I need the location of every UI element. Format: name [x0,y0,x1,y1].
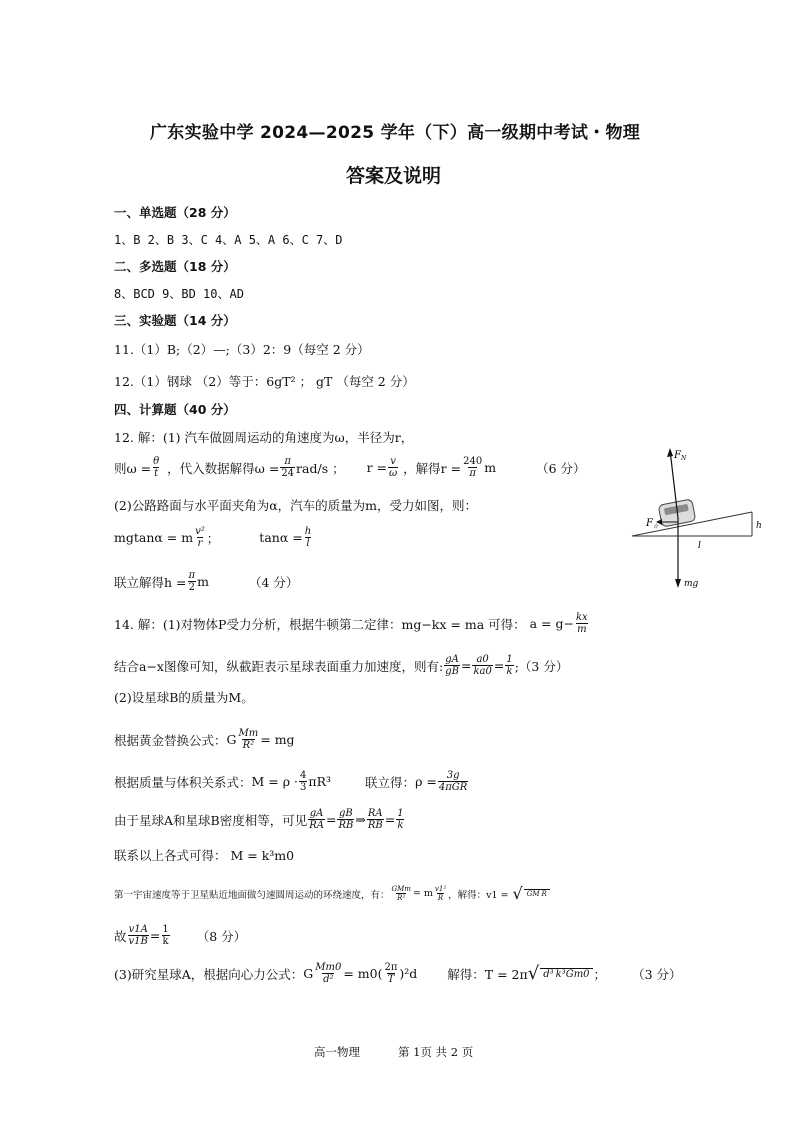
eq-text: ，代入数据解得ω = [167,460,280,476]
eq-text: )²d [399,966,418,981]
frac-den: k [397,820,404,831]
frac-den: v1B [128,936,148,947]
calc-q2-line1 [114,612,590,635]
eq-text: = [384,812,396,827]
fraction [391,885,412,902]
calc-q2-line3: (2)设星球B的质量为M。 [114,690,254,705]
frac-den: π [469,468,476,479]
footer-subject: 高一物理 [314,1045,360,1059]
frac-num: RA [367,808,383,819]
sqrt-icon: √ [527,963,540,984]
frac-den: 4πGR [438,782,468,793]
calc-q1-line5 [114,570,298,593]
calc-q2-line7 [114,846,294,864]
single-choice-answers: 1、B 2、B 3、C 4、A 5、A 6、C 7、D [114,233,343,247]
fraction [161,924,169,947]
eq-text: 联立得： [365,774,416,790]
force-diagram-svg [628,440,768,600]
calc-q1-line1: 12. 解：(1) 汽车做圆周运动的角速度为ω，半径为r， [114,430,414,445]
eq-text: a = g− [529,616,574,631]
eq-text: m [197,574,209,589]
frac-num: 1 [397,808,404,819]
eq-text: 第一宇宙速度等于卫星贴近地面做匀速圆周运动的环绕速度，有： [114,889,390,901]
calc-q2-line6 [114,808,406,831]
fraction [575,612,589,635]
sqrt-icon: √ [512,884,523,903]
frac-den: 3 [300,782,307,793]
eq-text: mgtanα = m [114,530,194,545]
frac-den: r [197,538,203,549]
frac-num: 1 [506,654,513,665]
frac-den: k³Gm0 [555,968,590,980]
eq-text: 联立解得h = [114,574,187,590]
frac-num: v [390,456,396,467]
frac-num: 4 [300,770,307,781]
fraction [367,808,384,831]
fraction [188,570,197,593]
fn-label: $F_N$ [674,450,687,462]
fraction [524,889,550,898]
frac-den: RB [367,820,383,831]
frac-num: 2π [384,962,398,973]
fraction [299,770,307,793]
fraction [337,808,354,831]
section-heading-calculation: 四、计算题（40 分） [114,402,236,417]
eq-text: 14. 解：(1)对物体P受力分析，根据牛顿第二定律：mg−kx = ma 可得： [114,616,526,632]
frac-den: ω [389,468,398,479]
fraction [540,968,592,980]
frac-num: 240 [463,456,483,467]
eq-text: ； [593,966,607,982]
frac-den: R [437,894,444,902]
eq-text: rad/s ； [296,460,345,476]
frac-num: GM [526,890,540,898]
fraction [444,654,460,677]
mg-label: mg [684,579,699,589]
net-force-label: $F_合$ [646,518,658,530]
frac-den: d² [323,974,334,985]
frac-den: R [541,890,547,898]
eq-text: = [493,658,505,673]
frac-den: l [306,538,310,549]
eq-text: G [226,732,237,747]
eq-text: (3)研究星球A，根据向心力公式： [114,966,304,982]
frac-num: v1² [434,885,447,893]
frac-den: k [162,936,169,947]
frac-num: d³ [543,968,554,980]
fraction [152,456,160,479]
gravity-arrowhead [675,579,681,588]
fraction [314,962,342,985]
eq-text: ，解得：v1 = [448,889,509,901]
fraction [194,526,206,549]
eq-text: ⇒ [355,812,366,827]
frac-num: gA [445,654,459,665]
eq-text: ρ = [415,774,437,789]
frac-den: k [506,666,513,677]
eq-text: = [460,658,472,673]
score: （4 分） [248,574,299,590]
eq-text: = m0( [343,966,383,981]
eq-text: m [484,460,497,475]
eq-text: 结合a−x图像可知，纵截距表示星球表面重力加速度，则有: [114,658,444,674]
frac-den: RA [309,820,324,831]
eq-text: M = k³m0 [230,848,295,863]
calc-q2-line2 [114,654,568,677]
multi-choice-answers: 8、BCD 9、BD 10、AD [114,287,244,301]
calc-q2-line10 [114,962,682,985]
frac-den: R² [242,740,255,751]
frac-num: 3g [446,770,460,781]
frac-num: Mm [238,728,259,739]
frac-num: θ [153,456,160,467]
eq-text: 联系以上各式可得： [114,848,227,863]
frac-num: π [188,570,196,581]
frac-den: 2 [188,582,195,593]
fraction [238,728,260,751]
frac-num: 1 [162,924,169,935]
frac-num: h [304,526,312,537]
fraction [304,526,312,549]
eq-text: 故 [114,928,127,944]
frac-den: ka0 [473,666,492,677]
frac-num: π [284,456,291,467]
score: ;（3 分） [514,658,569,674]
eq-text: 根据黄金替换公式： [114,732,227,748]
frac-num: a0 [476,654,489,665]
eq-text: = mg [260,732,295,747]
eq-text: tanα = [259,530,303,545]
fraction [388,456,398,479]
eq-text: 根据质量与体积关系式： [114,774,252,790]
eq-text: = m [412,888,433,899]
eq-text: G [303,966,314,981]
frac-num: gB [339,808,353,819]
section-heading-experiment: 三、实验题（14 分） [114,313,236,328]
fraction [280,456,295,479]
page-subtitle: 答案及说明 [346,165,442,187]
fraction [462,456,483,479]
footer-page-number: 第 1页 共 2 页 [398,1045,474,1059]
eq-text: 则ω = [114,460,152,476]
frac-num: v² [195,526,205,537]
frac-num: kx [575,612,588,623]
calc-q1-line2 [114,456,586,479]
eq-text: 由于星球A和星球B密度相等，可见 [114,812,308,828]
fraction [438,770,468,793]
section-heading-multi-choice: 二、多选题（18 分） [114,259,236,274]
fraction [308,808,325,831]
frac-den: 24 [281,468,295,479]
eq-text: M = ρ · [251,774,299,789]
frac-den: gB [445,666,459,677]
frac-num: Mm0 [315,962,342,973]
fraction [434,885,447,902]
fraction [383,962,398,985]
fraction [505,654,513,677]
frac-num: v1A [128,924,148,935]
fraction [396,808,404,831]
score: （8 分） [196,928,247,944]
frac-den: RB [338,820,354,831]
page-title: 广东实验中学 2024—2025 学年（下）高一级期中考试・物理 [150,123,641,143]
eq-text: 解得：T = 2π [447,966,528,982]
frac-num: GMm [391,885,411,893]
calc-q1-line3: (2)公路路面与水平面夹角为α，汽车的质量为m，受力如图，则： [114,498,478,513]
calc-q2-line9 [114,924,246,947]
frac-den: R² [397,894,406,902]
frac-num: gA [309,808,324,819]
l-label: l [698,541,701,551]
fraction [128,924,149,947]
fraction [472,654,492,677]
answer-q11: 11.（1）B;（2）—;（3）2：9（每空 2 分） [114,342,370,357]
force-diagram [628,440,768,600]
score: （3 分） [632,966,682,982]
section-heading-single-choice: 一、单选题（28 分） [114,205,236,220]
eq-text: ； [206,530,220,546]
eq-text: πR³ [308,774,332,789]
answer-q12-experiment: 12.（1）钢球 （2）等于：6gT² ； gT （每空 2 分） [114,374,415,389]
eq-text: r = [366,460,388,475]
calc-q2-line8 [114,884,551,903]
calc-q2-line4 [114,728,295,751]
frac-den: t [154,468,159,479]
score: （6 分） [536,460,586,476]
eq-text: ，解得r = [403,460,462,476]
frac-den: T [387,974,395,985]
calc-q2-line5 [114,770,469,793]
h-label: h [756,521,762,531]
eq-text: = [325,812,337,827]
normal-force-arrowhead [667,448,673,457]
calc-q1-line4 [114,526,313,549]
eq-text: = [149,928,161,943]
frac-den: m [577,624,587,635]
